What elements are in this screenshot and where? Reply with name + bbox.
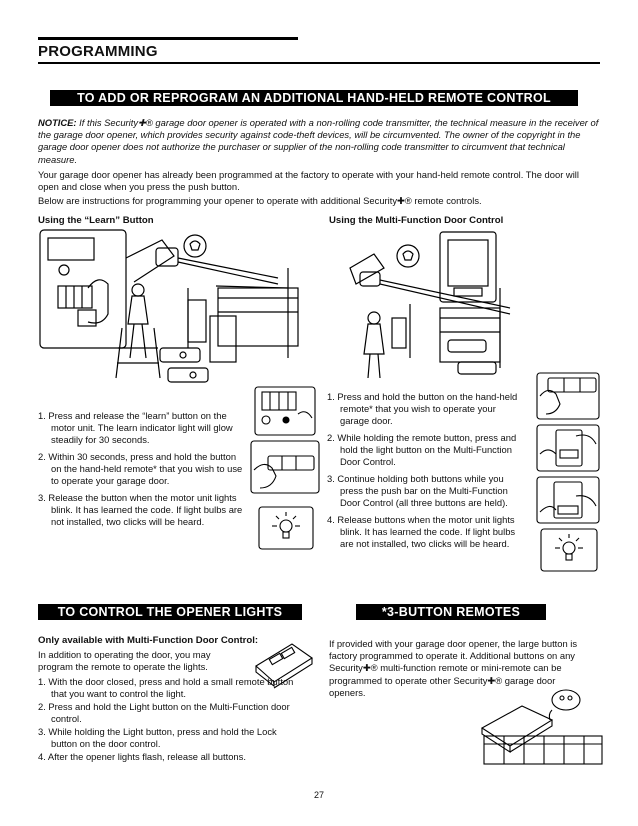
learn-heading: Using the “Learn” Button [38,215,154,226]
multi-step-1: 1. Press and hold the button on the hand-held remote* that you wish to operate your garage door. [327,391,518,426]
section-banner-lights: TO CONTROL THE OPENER LIGHTS [38,604,302,620]
notice-text: If this Security✚® garage door opener is operated with a non-rolling code transmitter, the technical measure in the receiver of the garage door opener, which provides security against code-theft devices, will be circumvented. The owner of the copyright in the garage door opener does not authorize the purchaser or supplier of the non-rolling code transmitter to circumvent that technical measure. [38,117,599,165]
learn-step-2: 2. Within 30 seconds, press and hold the button on the hand-held remote* that you wish to use to operate your garage door. [38,451,243,486]
three-button-text: If provided with your garage door opener, the large button is factory programmed to operate it. Additional buttons on any Security✚® multi-function remote or mini-remote can be programmed to operate other Security✚® garage door openers. [329,638,578,698]
instructions-paragraph: Below are instructions for programming your opener to operate with additional Security✚® remote controls. [38,195,482,206]
remotes-over-garage-figure [480,676,606,766]
multi-function-illustration [330,228,600,388]
learn-button-closeup-figure [254,386,316,436]
notice-paragraph [38,117,600,166]
multi-step-3: 3. Continue holding both buttons while you press the push bar on the Multi-Function Door Control (all three buttons are held). [327,473,508,508]
section-banner-3-button: *3-BUTTON REMOTES [356,604,546,620]
bulb-figure-right [540,528,598,572]
hand-remote-figure-right [536,372,600,420]
door-control-hold-figure [536,476,600,524]
learn-steps-list [38,410,244,533]
lights-step-3: 3. While holding the Light button, press and hold the Lock button on the door control. [38,726,277,749]
multi-step-4: 4. Release buttons when the motor unit lights blink. It has learned the code. If light bulbs are not installed, two clicks will be heard. [327,514,516,549]
page-number: 27 [313,790,324,800]
multi-step-2: 2. While holding the remote button, press and hold the light button on the Multi-Function Door Control. [327,432,517,467]
page-title: PROGRAMMING [38,43,158,60]
hand-remote-figure [250,440,320,494]
multi-steps-list [327,391,527,555]
lights-heading: Only available with Multi-Function Door Control: [38,635,259,646]
lights-step-2: 2. Press and hold the Light button on the Multi-Function door control. [38,701,290,724]
learn-step-1: 1. Press and release the “learn” button on the motor unit. The learn indicator light will glow steadily for 30 seconds. [38,410,233,445]
header-bar [38,37,298,40]
lights-step-1: 1. With the door closed, press and hold a small remote button that you want to control the light. [38,676,294,699]
lights-step-4: 4. After the opener lights flash, release all buttons. [38,751,246,762]
learn-step-3: 3. Release the button when the motor unit lights blink. It has learned the code. If light bulbs are not installed, two clicks will be heard. [38,492,243,527]
intro-paragraph: Your garage door opener has already been programmed at the factory to operate with your hand-held remote control. The door will open and close when you press the push button. [38,169,579,193]
multi-heading: Using the Multi-Function Door Control [329,215,504,226]
title-rule [38,62,600,64]
door-control-press-figure [536,424,600,472]
learn-button-illustration [38,228,318,388]
bulb-figure-left [258,506,314,550]
section-banner-add-remote: TO ADD OR REPROGRAM AN ADDITIONAL HAND-HELD REMOTE CONTROL [50,90,578,106]
lights-intro: In addition to operating the door, you may program the remote to operate the lights. [38,649,211,673]
lights-steps-list [38,676,296,764]
notice-label: NOTICE: [38,117,77,128]
